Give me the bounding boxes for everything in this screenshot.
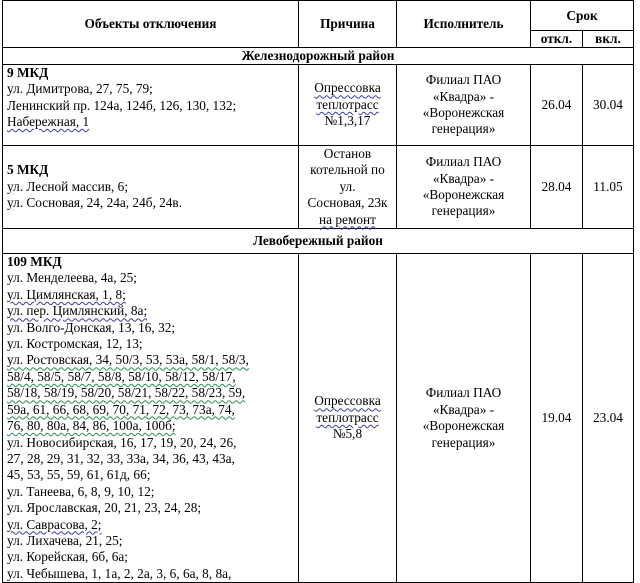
mkd-count: 5 МКД xyxy=(7,162,49,178)
header-objects: Объекты отключения xyxy=(3,1,299,48)
address-line: ул. Лихачева, 21, 25; xyxy=(7,532,123,548)
address-line: ул. Костромская, 12, 13; xyxy=(7,336,143,352)
address-line: 45, 53, 55, 59, 61, 61д, 66; xyxy=(7,467,151,483)
mkd-count: 9 МКД xyxy=(7,65,49,80)
mkd-count: 109 МКД xyxy=(7,254,62,270)
address-line: 58/4, 58/5, 58/7, 58/8, 58/10, 58/12, 58/17, xyxy=(7,368,236,384)
address-line: ул. Новосибирская, 16, 17, 19, 20, 24, 26, xyxy=(7,434,237,450)
executor-line: Филиал ПАО xyxy=(425,154,502,170)
address-line: 27, 28, 29, 31, 32, 33, 33а, 34, 36, 43, 43а, xyxy=(7,450,235,466)
executor-line: «Воронежская xyxy=(422,187,505,203)
address-line: ул. Сосновая, 24, 24а, 24б, 24в. xyxy=(7,195,183,211)
district-row xyxy=(3,229,634,254)
address-line: 59а, 61, 66, 68, 69, 70, 71, 72, 73, 73а, 74, xyxy=(7,401,235,417)
executor-cell xyxy=(397,65,531,146)
header-term: Срок xyxy=(531,1,634,31)
address-line: ул. Цимлянская, 1, 8; xyxy=(7,286,126,302)
reason-line: Опрессовка xyxy=(314,80,381,96)
objects-cell xyxy=(3,65,299,146)
address-line: ул. Ярославская, 20, 21, 23, 24, 28; xyxy=(7,500,202,516)
district-name: Левобережный район xyxy=(3,229,634,254)
reason-line: на ремонт xyxy=(319,211,376,227)
executor-cell xyxy=(397,146,531,229)
address-line: ул. Волго-Донская, 13, 16, 32; xyxy=(7,319,176,335)
address-line: ул. Димитрова, 27, 75, 79; xyxy=(7,81,153,97)
address-line: Ленинский пр. 124а, 124б, 126, 130, 132; xyxy=(7,97,237,113)
on-date: 23.04 xyxy=(583,254,634,583)
executor-cell xyxy=(397,254,531,583)
executor-line: «Квадра» - xyxy=(432,88,495,104)
objects-cell xyxy=(3,146,299,229)
address-line: ул. Лесной массив, 6; xyxy=(7,178,129,194)
table-row xyxy=(3,254,634,583)
executor-line: «Воронежская xyxy=(422,418,505,434)
address-line: 58/18, 58/19, 58/20, 58/21, 58/22, 58/23, 59, xyxy=(7,385,246,401)
reason-line: теплотрасс xyxy=(316,96,379,112)
address-line: ул. Менделеева, 4а, 25; xyxy=(7,270,137,286)
district-row xyxy=(3,48,634,65)
reason-line: Сосновая, 23к xyxy=(307,195,388,211)
executor-line: генерация» xyxy=(431,203,496,219)
executor-line: «Квадра» - xyxy=(432,401,495,417)
reason-line: №5,8 xyxy=(332,426,363,442)
reason-line: теплотрасс xyxy=(316,409,379,425)
reason-line: Останов xyxy=(323,146,372,161)
reason-line: Опрессовка xyxy=(314,393,381,409)
table-header-row xyxy=(3,1,634,31)
outage-table xyxy=(2,0,634,583)
address-line: ул. Чебышева, 1, 1а, 2, 2а, 3, 6, 6а, 8, 8а, xyxy=(7,565,232,581)
reason-line: №1,3,17 xyxy=(324,113,371,129)
header-reason: Причина xyxy=(299,1,397,48)
header-on: вкл. xyxy=(583,31,634,48)
executor-line: «Квадра» - xyxy=(432,170,495,186)
executor-line: генерация» xyxy=(431,434,496,450)
reason-line: котельной по ул. xyxy=(310,162,385,194)
on-date: 11.05 xyxy=(583,146,634,229)
executor-line: «Воронежская xyxy=(422,105,505,120)
address-line: Набережная, 1 xyxy=(7,114,90,130)
table-row xyxy=(3,146,634,229)
off-date: 19.04 xyxy=(531,254,583,583)
address-line: ул. Саврасова, 2; xyxy=(7,516,102,532)
reason-cell xyxy=(299,146,397,229)
district-name: Железнодорожный район xyxy=(3,48,634,65)
address-line: 76, 80, 80а, 84, 86, 100а, 100б; xyxy=(7,418,176,434)
off-date: 28.04 xyxy=(531,146,583,229)
on-date: 30.04 xyxy=(583,65,634,146)
reason-cell xyxy=(299,65,397,146)
header-executor: Исполнитель xyxy=(397,1,531,48)
address-line: ул. Корейская, 6б, 6а; xyxy=(7,549,129,565)
address-line: ул. Ростовская, 34, 50/3, 53, 53а, 58/1, 58/3, xyxy=(7,352,249,368)
address-line: ул. Танеева, 6, 8, 9, 10, 12; xyxy=(7,483,155,499)
executor-line: генерация» xyxy=(431,121,496,137)
executor-line: Филиал ПАО xyxy=(425,72,502,88)
address-line: ул. пер. Цимлянский, 8а; xyxy=(7,303,148,319)
objects-cell xyxy=(3,254,299,583)
executor-line: Филиал ПАО xyxy=(425,385,502,401)
reason-cell xyxy=(299,254,397,583)
header-off: откл. xyxy=(531,31,583,48)
off-date: 26.04 xyxy=(531,65,583,146)
table-row xyxy=(3,65,634,146)
